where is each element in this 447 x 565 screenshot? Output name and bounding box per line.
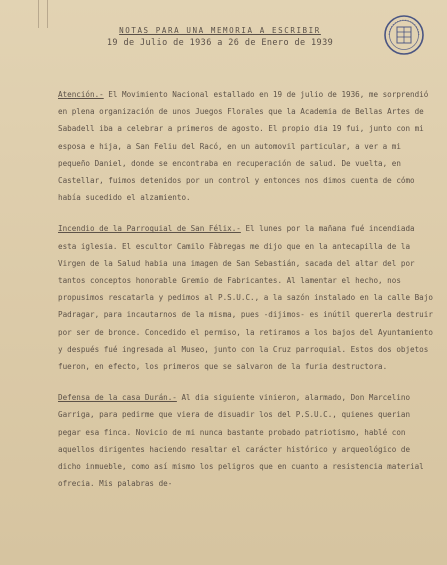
paragraph-text: El Movimiento Nacional estallado en 19 de julio de 1936, me sorprendió en plena organización de unos Juegos Florales que la Academia de Bellas Artes de Sabadell iba a celebrar a primeros de agosto. El propio dia 19 fui, junto con mi esposa e hija, a San Feliu del Racó, en un automovil particular, a ver a mi pequeño Daniel, donde se encontraba en recuperación de salud. De vuelta, en Castellar, fuimos detenidos por un control y entonces nos dimos cuenta de cómo había sucedido el alzamiento. xyxy=(58,90,433,203)
paragraph-heading: Atención.- xyxy=(58,90,104,99)
document-title: NOTAS PARA UNA MEMORIA A ESCRIBIR xyxy=(119,26,321,35)
paragraph-incendio xyxy=(58,220,436,375)
circular-library-stamp-icon xyxy=(383,14,425,56)
document-date-range: 19 de Julio de 1936 a 26 de Enero de 1939 xyxy=(106,38,334,48)
paragraph-heading: Incendio de la Parroquial de San Félix.- xyxy=(58,224,241,234)
paragraph-text: El lunes por la mañana fué incendiada esta iglesia. El escultor Camilo Fàbregas me dijo que en la antecapilla de la Virgen de la Salud habia una imagen de San Sebastián, sacada del altar del por tantos conceptos honorable Gremio de Fabricantes. Al lamentar el hecho, nos propusimos rescatarla y pedimos al P.S.U.C., a la sazón instalado en la calle Bajo Padragar, para incautarnos de la misma, pues -dijimos- es inútil quererla destruir por ser de bronce. Concedido el permiso, la retiramos a los bajos del Ayuntamiento y después fué ingresada al Museo, junto con la Cruz parroquial. Estos dos objetos fueron, en efecto, los primeros que se salvaron de la furia destructora. xyxy=(58,224,438,372)
paragraph-text: Al dia siguiente vinieron, alarmado, Don Marcelino Garriga, para pedirme que viera de disuadir los del P.S.U.C., quienes querian pegar esa finca. Novicio de mi nunca bastante probado patriotismo, hablé con aquellos dirigentes haciendo resaltar el carácter histórico y arqueológico de dicho inmueble, como así mismo los peligros que en cuanto a resistencia material ofrecia. Mis palabras de- xyxy=(58,393,429,489)
paper-fold-mark xyxy=(38,0,48,28)
document-header xyxy=(60,25,380,49)
document-body xyxy=(58,86,436,506)
paragraph-defensa xyxy=(58,389,436,492)
paragraph-heading: Defensa de la casa Durán.- xyxy=(58,393,177,403)
paragraph-atencion xyxy=(58,86,436,206)
